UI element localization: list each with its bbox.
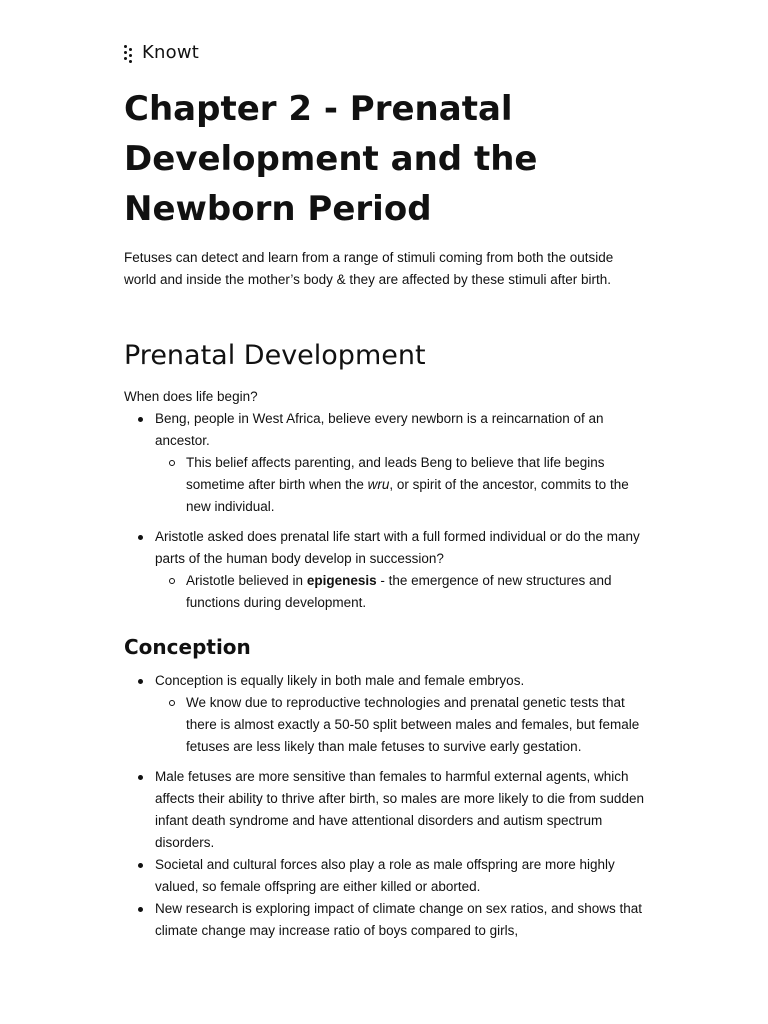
- list-item: Societal and cultural forces also play a role as male offspring are more highly valued, so female offspring are either killed or aborted.: [124, 854, 654, 898]
- knowt-logo-icon: [124, 43, 136, 63]
- conception-list: [124, 670, 654, 942]
- list-item: This belief affects parenting, and leads Beng to believe that life begins sometime after birth when the wru, or spirit of the ancestor, commits to the new individual.: [124, 452, 654, 518]
- page-title: Chapter 2 - Prenatal Development and the Newborn Period: [124, 89, 538, 229]
- prenatal-list: [124, 408, 654, 614]
- lead-question: When does life begin?: [124, 389, 258, 404]
- list-item: Conception is equally likely in both male and female embryos.: [124, 670, 654, 692]
- intro-paragraph: Fetuses can detect and learn from a range of stimuli coming from both the outside world and inside the mother’s body & they are affected by these stimuli after birth.: [124, 250, 614, 287]
- list-item: Aristotle asked does prenatal life start with a full formed individual or do the many parts of the human body develop in succession?: [124, 526, 654, 570]
- brand-logo: [124, 42, 199, 63]
- list-item: New research is exploring impact of climate change on sex ratios, and shows that climate change may increase ratio of boys compared to girls,: [124, 898, 654, 942]
- list-item: Aristotle believed in epigenesis - the emergence of new structures and functions during development.: [124, 570, 654, 614]
- list-item: Beng, people in West Africa, believe every newborn is a reincarnation of an ancestor.: [124, 408, 654, 452]
- list-item: We know due to reproductive technologies and prenatal genetic tests that there is almost exactly a 50-50 split between males and females, but female fetuses are less likely than male fetuses to survive early gestation.: [124, 692, 654, 758]
- section-heading-conception: Conception: [124, 635, 251, 659]
- brand-name: Knowt: [142, 42, 200, 63]
- section-heading-prenatal-development: Prenatal Development: [124, 340, 426, 371]
- list-item: Male fetuses are more sensitive than females to harmful external agents, which affects their ability to thrive after birth, so males are more likely to die from sudden infant death syndrome and have attentional disorders and autism spectrum disorders.: [124, 766, 654, 854]
